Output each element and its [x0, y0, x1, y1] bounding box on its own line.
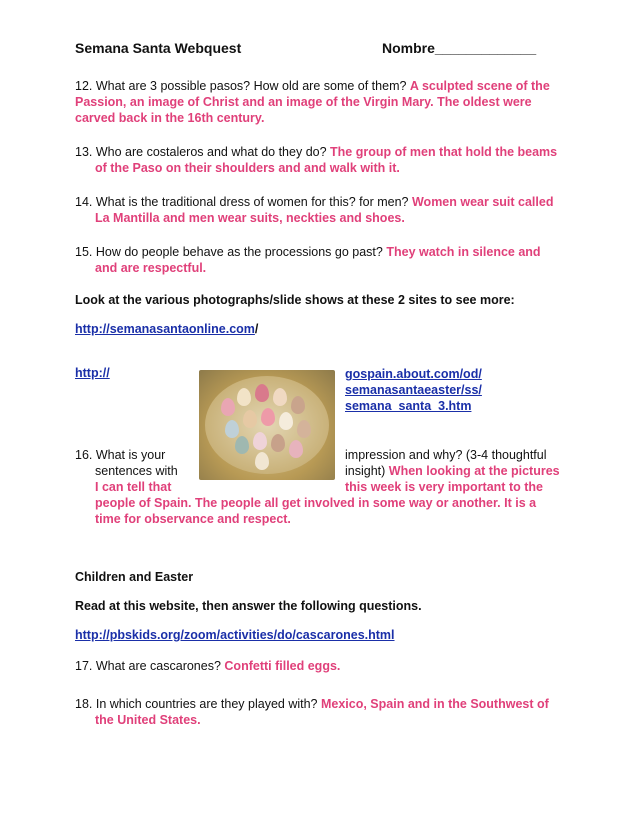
question-16-left-1: 16. What is your: [75, 448, 166, 462]
gospain-link-left[interactable]: http://: [75, 366, 110, 380]
egg-icon: [255, 452, 269, 470]
answer-13-part-1: The group of men that hold the beams: [330, 145, 558, 159]
egg-icon: [271, 434, 285, 452]
answer-18-part-1: Mexico, Spain and in the Southwest of: [320, 697, 549, 711]
question-13: [75, 144, 565, 176]
gospain-link-part-3[interactable]: semana_santa_3.htm: [345, 399, 472, 413]
answer-12-part-2: Passion, an image of Christ and an image of the Virgin Mary. The oldest were: [75, 95, 532, 109]
answer-16-part-5: time for observance and respect.: [95, 512, 291, 526]
answer-15-part-1: They watch in silence and: [386, 245, 541, 259]
question-13-text: 13. Who are costaleros and what do they do?: [75, 145, 327, 159]
question-18: [75, 696, 565, 728]
egg-icon: [279, 412, 293, 430]
egg-icon: [255, 384, 269, 402]
egg-icon: [297, 420, 311, 438]
egg-icon: [291, 396, 305, 414]
answer-12-part-1: A sculpted scene of the: [409, 79, 550, 93]
easter-eggs-bowl-photo: [199, 370, 335, 480]
question-17-text: 17. What are cascarones?: [75, 659, 221, 673]
question-16-right-1: impression and why? (3-4 thoughtful: [345, 448, 547, 462]
egg-icon: [243, 410, 257, 428]
answer-14-part-2: La Mantilla and men wear suits, neckties and shoes.: [95, 211, 405, 225]
question-14-text: 14. What is the traditional dress of women for this? for men?: [75, 195, 409, 209]
question-12-line-1: [75, 78, 565, 94]
question-17: [75, 659, 340, 673]
pbskids-link[interactable]: http://pbskids.org/zoom/activities/do/cascarones.html: [75, 628, 395, 642]
question-18-text: 18. In which countries are they played with?: [75, 697, 318, 711]
sites-heading: Look at the various photographs/slide shows at these 2 sites to see more:: [75, 293, 515, 307]
egg-icon: [221, 398, 235, 416]
answer-16-part-4: people of Spain. The people all get involved in some way or another. It is a: [95, 496, 537, 510]
question-14: [75, 194, 565, 226]
egg-icon: [273, 388, 287, 406]
answer-16-part-1: When looking at the pictures: [388, 464, 560, 478]
question-15: [75, 244, 565, 276]
egg-icon: [253, 432, 267, 450]
egg-icon: [261, 408, 275, 426]
page-title: Semana Santa Webquest: [75, 40, 242, 56]
name-field-label: Nombre_____________: [382, 40, 537, 56]
gospain-link-part-1[interactable]: gospain.about.com/od/: [345, 367, 482, 381]
answer-15-part-2: and are respectful.: [95, 261, 207, 275]
semanasantaonline-link[interactable]: http://semanasantaonline.com: [75, 322, 255, 336]
question-12-text: 12. What are 3 possible pasos? How old are some of them?: [75, 79, 407, 93]
gospain-link-part-2[interactable]: semanasantaeaster/ss/: [345, 383, 482, 397]
answer-16-part-2: I can tell that: [95, 480, 172, 494]
egg-icon: [225, 420, 239, 438]
question-15-text: 15. How do people behave as the processions go past?: [75, 245, 383, 259]
answer-12-part-3: carved back in the 16th century.: [75, 111, 265, 125]
question-12: [75, 78, 565, 126]
children-instruction: Read at this website, then answer the following questions.: [75, 599, 422, 613]
question-16-left-2: sentences with: [95, 464, 178, 478]
egg-icon: [237, 388, 251, 406]
answer-14-part-1: Women wear suit called: [411, 195, 554, 209]
link-1-suffix: /: [254, 322, 259, 336]
answer-13-part-2: of the Paso on their shoulders and and walk with it.: [95, 161, 400, 175]
question-16-right-2-text: insight): [345, 464, 386, 478]
egg-icon: [235, 436, 249, 454]
egg-icon: [289, 440, 303, 458]
site-link-1-row: [75, 322, 258, 336]
gospain-link-right: [345, 366, 482, 414]
answer-17: Confetti filled eggs.: [224, 659, 341, 673]
answer-16-part-3: this week is very important to the: [345, 480, 543, 494]
answer-18-part-2: the United States.: [95, 713, 201, 727]
question-16-right-2: [345, 464, 560, 478]
children-heading: Children and Easter: [75, 570, 194, 584]
